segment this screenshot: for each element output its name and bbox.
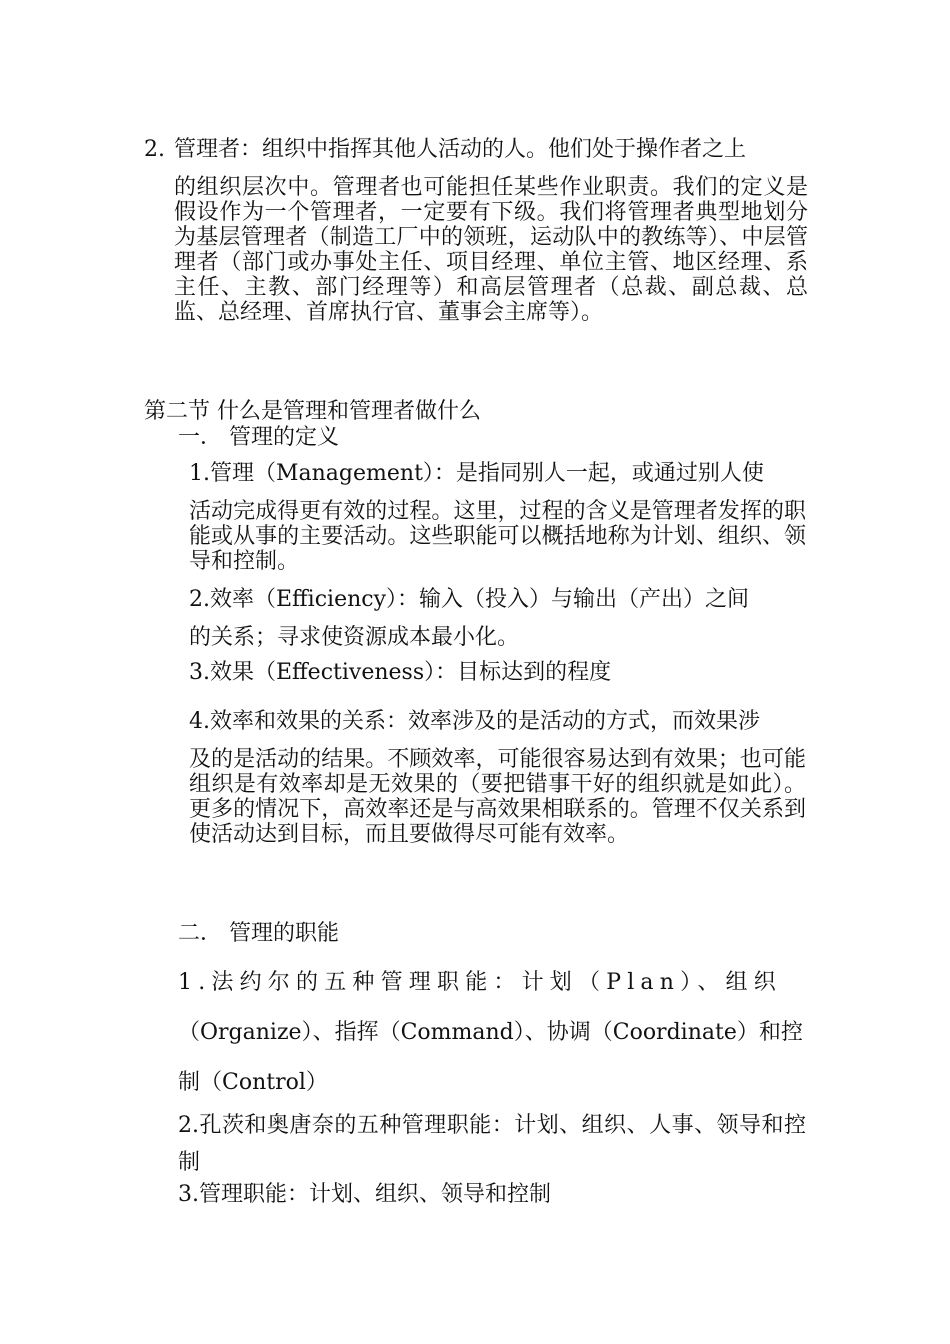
paragraph-body: 及的是活动的结果。不顾效率，可能很容易达到有效果；也可能组织是有效率却是无效果的（要把错事干好的组织就是如此）。更多的情况下，高效率还是与高效果相联系的。管理不仅关系到使活动达到目标，而且要做得尽可能有效率。 [189, 747, 806, 847]
paragraph-first-line: 4.效率和效果的关系：效率涉及的是活动的方式，而效果涉 [189, 709, 760, 734]
paragraph-management [189, 461, 806, 574]
paragraph-body: 的关系；寻求使资源成本最小化。 [189, 625, 520, 650]
paragraph-management-functions: 3.管理职能：计划、组织、领导和控制 [178, 1182, 551, 1207]
paragraph-first-line: 2.效率（Efficiency）：输入（投入）与输出（产出）之间 [189, 587, 750, 612]
paragraph-body: 的组织层次中。管理者也可能担任某些作业职责。我们的定义是假设作为一个管理者，一定要有下级。我们将管理者典型地划分为基层管理者（制造工厂中的领班，运动队中的教练等）、中层管理者（部门或办事处主任、项目经理、单位主管、地区经理、系主任、主教、部门经理等）和高层管理者（总裁、副总裁、总监、总经理、首席执行官、董事会主席等）。 [174, 175, 808, 325]
section-title: 第二节 什么是管理和管理者做什么 [144, 399, 481, 424]
subsection-heading-functions: 二． 管理的职能 [178, 921, 339, 946]
paragraph-efficiency [189, 587, 806, 650]
paragraph-body: 活动完成得更有效的过程。这里，过程的含义是管理者发挥的职能或从事的主要活动。这些职能可以概括地称为计划、组织、领导和控制。 [189, 499, 806, 574]
item-number: 2. [144, 137, 165, 162]
subsection-heading-definition: 一． 管理的定义 [178, 425, 339, 450]
paragraph-line-1: 1.法约尔的五种管理职能：计划（Plan）、组织 [178, 970, 782, 995]
paragraph-effectiveness: 3.效果（Effectiveness）：目标达到的程度 [189, 660, 612, 685]
paragraph-first-line: 1.管理（Management）：是指同别人一起，或通过别人使 [189, 461, 764, 486]
paragraph-line-2: （Organize）、指挥（Command）、协调（Coordinate）和控 [178, 1020, 803, 1045]
paragraph-line-3: 制（Control） [178, 1070, 328, 1095]
paragraph-fayol-functions [178, 958, 806, 1108]
paragraph-koontz-functions: 2.孔茨和奥唐奈的五种管理职能：计划、组织、人事、领导和控制 [178, 1113, 806, 1175]
paragraph-first-line: 管理者：组织中指挥其他人活动的人。他们处于操作者之上 [174, 137, 747, 162]
paragraph-efficiency-vs-effectiveness [189, 709, 806, 847]
paragraph-managers [144, 137, 808, 325]
